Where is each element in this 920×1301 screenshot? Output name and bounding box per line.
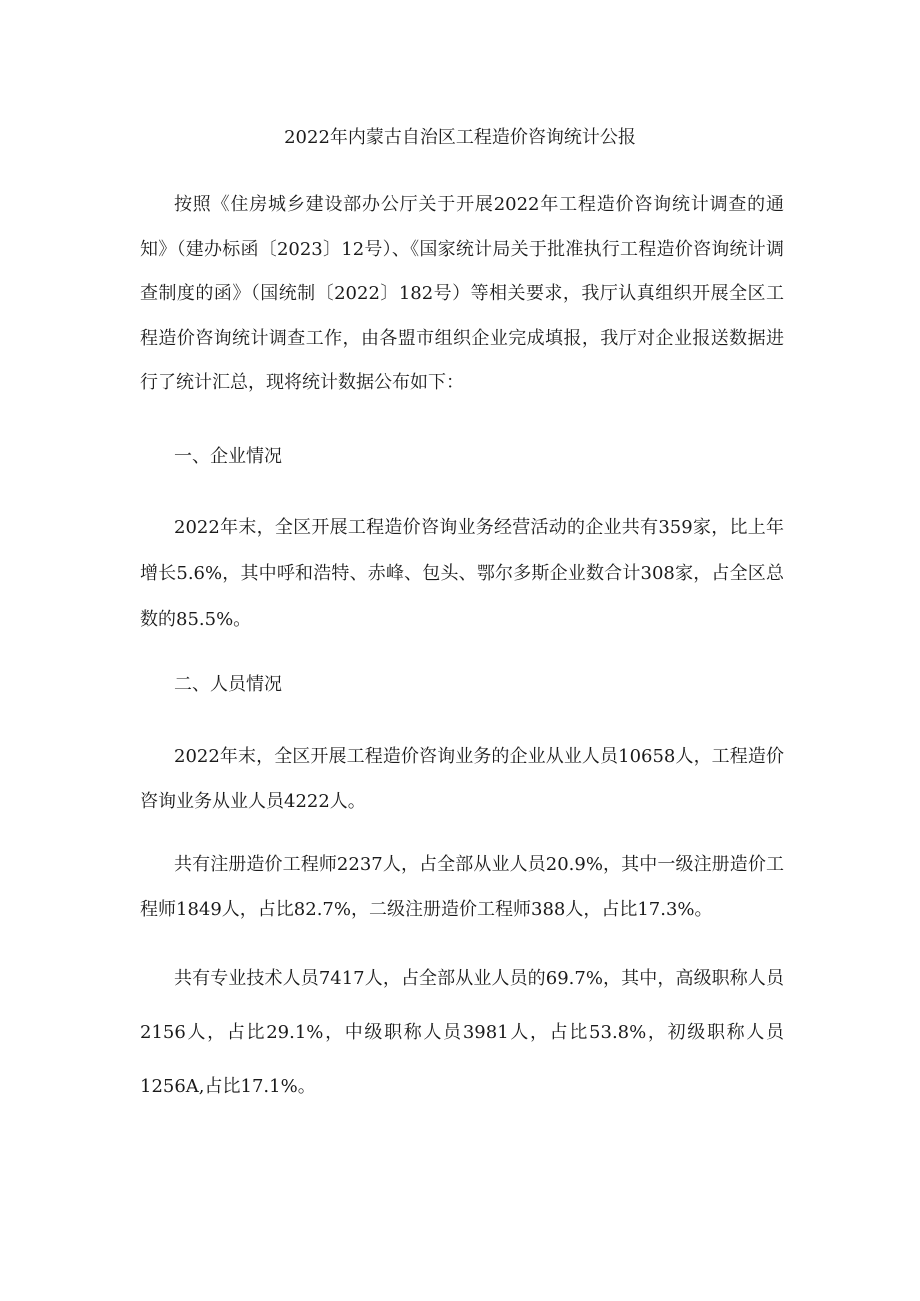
section-heading-personnel: 二、人员情况 (174, 674, 282, 695)
intro-paragraph: 按照《住房城乡建设部办公厅关于开展2022年工程造价咨询统计调查的通知》（建办标函〔2023〕12号）、《国家统计局关于批准执行工程造价咨询统计调查制度的函》（国统制〔2022〕182号）等相关要求，我厅认真组织开展全区工程造价咨询统计调查工作，由各盟市组织企业完成填报，我厅对企业报送数据进行了统计汇总，现将统计数据公布如下： (140, 194, 784, 393)
technical-staff-paragraph: 共有专业技术人员7417人，占全部从业人员的69.7%，其中，高级职称人员2156人，占比29.1%，中级职称人员3981人，占比53.8%，初级职称人员1256A,占比17.1%。 (140, 968, 784, 1097)
personnel-paragraph: 2022年末，全区开展工程造价咨询业务的企业从业人员10658人，工程造价咨询业务从业人员4222人。 (140, 746, 784, 812)
cost-engineer-paragraph: 共有注册造价工程师2237人，占全部从业人员20.9%，其中一级注册造价工程师1849人，占比82.7%，二级注册造价工程师388人，占比17.3%。 (140, 854, 784, 920)
enterprise-paragraph: 2022年末，全区开展工程造价咨询业务经营活动的企业共有359家，比上年增长5.6%，其中呼和浩特、赤峰、包头、鄂尔多斯企业数合计308家，占全区总数的85.5%。 (140, 517, 784, 630)
section-heading-enterprises: 一、企业情况 (174, 446, 282, 467)
page-title: 2022年内蒙古自治区工程造价咨询统计公报 (284, 127, 636, 148)
